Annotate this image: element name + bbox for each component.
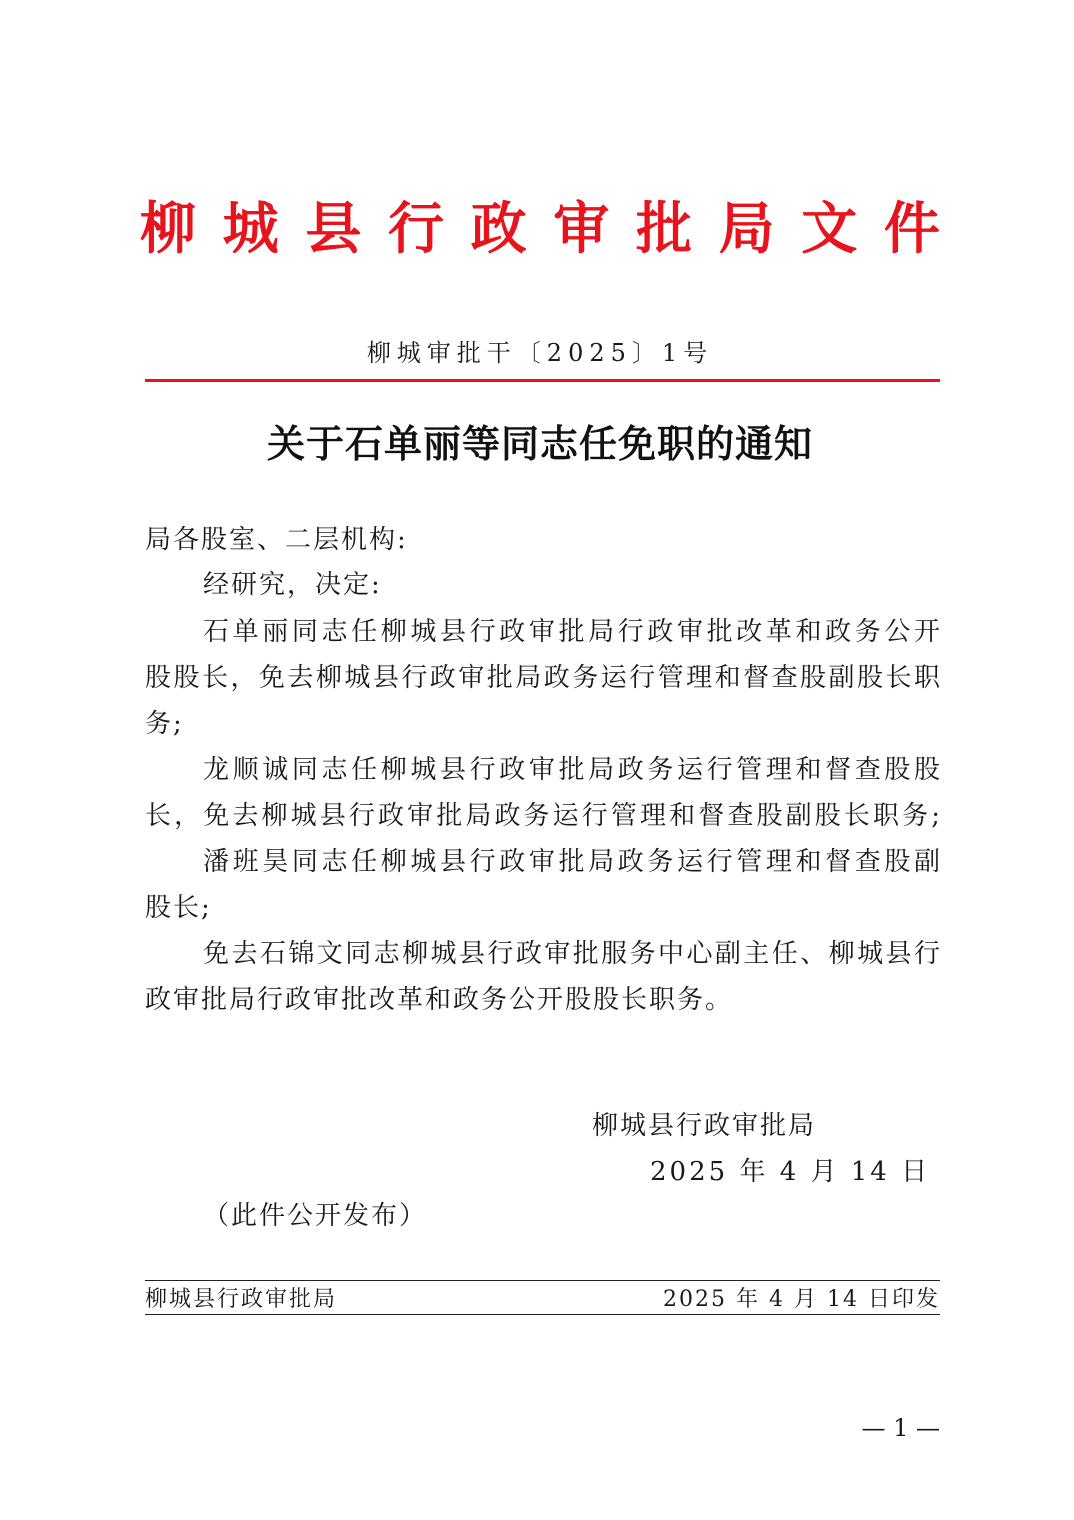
paragraph-line: 股长; <box>145 893 212 923</box>
document-title: 关于石单丽等同志任免职的通知 <box>266 422 813 466</box>
header-char: 局 <box>718 197 775 262</box>
paragraph-line: 务; <box>145 709 184 739</box>
paragraph-line: 龙顺诚同志任柳城县行政审批局政务运行管理和督查股股 <box>203 755 940 785</box>
header-char: 批 <box>635 197 692 262</box>
paragraph-line: 长，免去柳城县行政审批局政务运行管理和督查股副股长职务; <box>145 801 940 831</box>
publish-note: （此件公开发布） <box>203 1201 428 1231</box>
paragraph-line: 免去石锦文同志柳城县行政审批服务中心副主任、柳城县行 <box>203 939 940 969</box>
header-char: 件 <box>883 197 940 262</box>
document-header-title <box>140 190 940 270</box>
header-char: 城 <box>222 197 279 262</box>
paragraph-line: 潘班昊同志任柳城县行政审批局政务运行管理和督查股副 <box>203 847 940 877</box>
header-char: 审 <box>553 197 610 262</box>
intro-line: 经研究，决定: <box>203 570 382 600</box>
recipient-line: 局各股室、二层机构: <box>145 525 408 555</box>
footer-top-rule <box>145 1280 940 1281</box>
paragraph-line: 石单丽同志任柳城县行政审批局行政审批改革和政务公开 <box>203 617 940 647</box>
signature-date: 2025 年 4 月 14 日 <box>650 1157 931 1187</box>
header-char: 柳 <box>140 197 196 262</box>
footer-bottom-rule <box>145 1314 940 1315</box>
header-char: 行 <box>387 197 444 262</box>
footer-issuer: 柳城县行政审批局 <box>145 1287 338 1312</box>
header-char: 文 <box>801 197 858 262</box>
signature-issuer: 柳城县行政审批局 <box>592 1111 817 1141</box>
paragraph-line: 股股长，免去柳城县行政审批局政务运行管理和督查股副股长职 <box>145 663 940 693</box>
header-char: 县 <box>305 197 362 262</box>
red-separator-line <box>145 379 940 382</box>
page-number: — 1 — <box>861 1414 940 1442</box>
header-char: 政 <box>470 197 527 262</box>
footer-issue-date: 2025 年 4 月 14 日印发 <box>663 1287 940 1312</box>
paragraph-line: 政审批局行政审批改革和政务公开股股长职务。 <box>145 985 734 1015</box>
document-number: 柳城审批干〔2025〕1号 <box>366 339 714 367</box>
